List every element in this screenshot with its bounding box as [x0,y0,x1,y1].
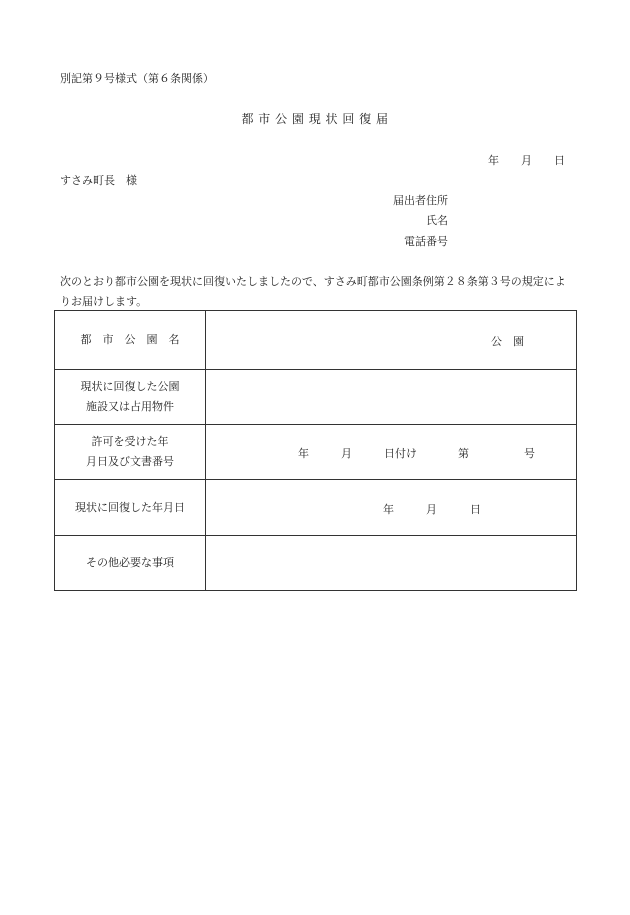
park-name-field[interactable] [206,311,577,370]
restored-month-label: 月 [426,503,437,516]
other-matters-label: その他必要な事項 [55,536,206,591]
submitter-address-label: 届出者住所 [393,194,448,207]
permit-info-label-line2: 月日及び文書番号 [86,455,174,468]
permit-dai-label: 第 [458,447,469,460]
addressee: すさみ町長 様 [60,174,137,187]
permit-info-label [55,425,206,480]
restored-date-field[interactable] [206,480,577,536]
permit-info-field[interactable] [206,425,577,480]
form-number-label: 別記第９号様式（第６条関係） [60,72,214,85]
permit-month-label: 月 [341,447,352,460]
submitter-phone-label: 電話番号 [404,235,448,248]
body-text: 次のとおり都市公園を現状に回復いたしましたので、すさみ町都市公園条例第２８条第３号の規定によりお届けします。 [60,275,566,308]
other-matters-field[interactable] [206,536,577,591]
date-line: 年 月 日 [488,154,565,167]
park-name-label: 都 市 公 園 名 [55,311,206,370]
permit-info-label-line1: 許可を受けた年 [91,435,169,448]
table-row [55,425,577,480]
restored-facility-label [55,370,206,425]
permit-go-label: 号 [524,447,535,460]
restored-facility-label-line1: 現状に回復した公園 [80,380,180,393]
park-suffix: 公 園 [491,335,524,348]
table-row [55,311,577,370]
restored-year-label: 年 [383,503,394,516]
table-row [55,536,577,591]
restored-date-label: 現状に回復した年月日 [55,480,206,536]
restored-day-label: 日 [470,503,481,516]
permit-year-label: 年 [298,447,309,460]
submitter-name-label: 氏名 [426,214,448,227]
restored-facility-label-line2: 施設又は占用物件 [86,400,174,413]
table-row [55,480,577,536]
restored-facility-field[interactable] [206,370,577,425]
form-table [54,310,577,591]
permit-date-suffix: 日付け [384,447,417,460]
document-title: 都 市 公 園 現 状 回 復 届 [241,112,389,126]
table-row [55,370,577,425]
